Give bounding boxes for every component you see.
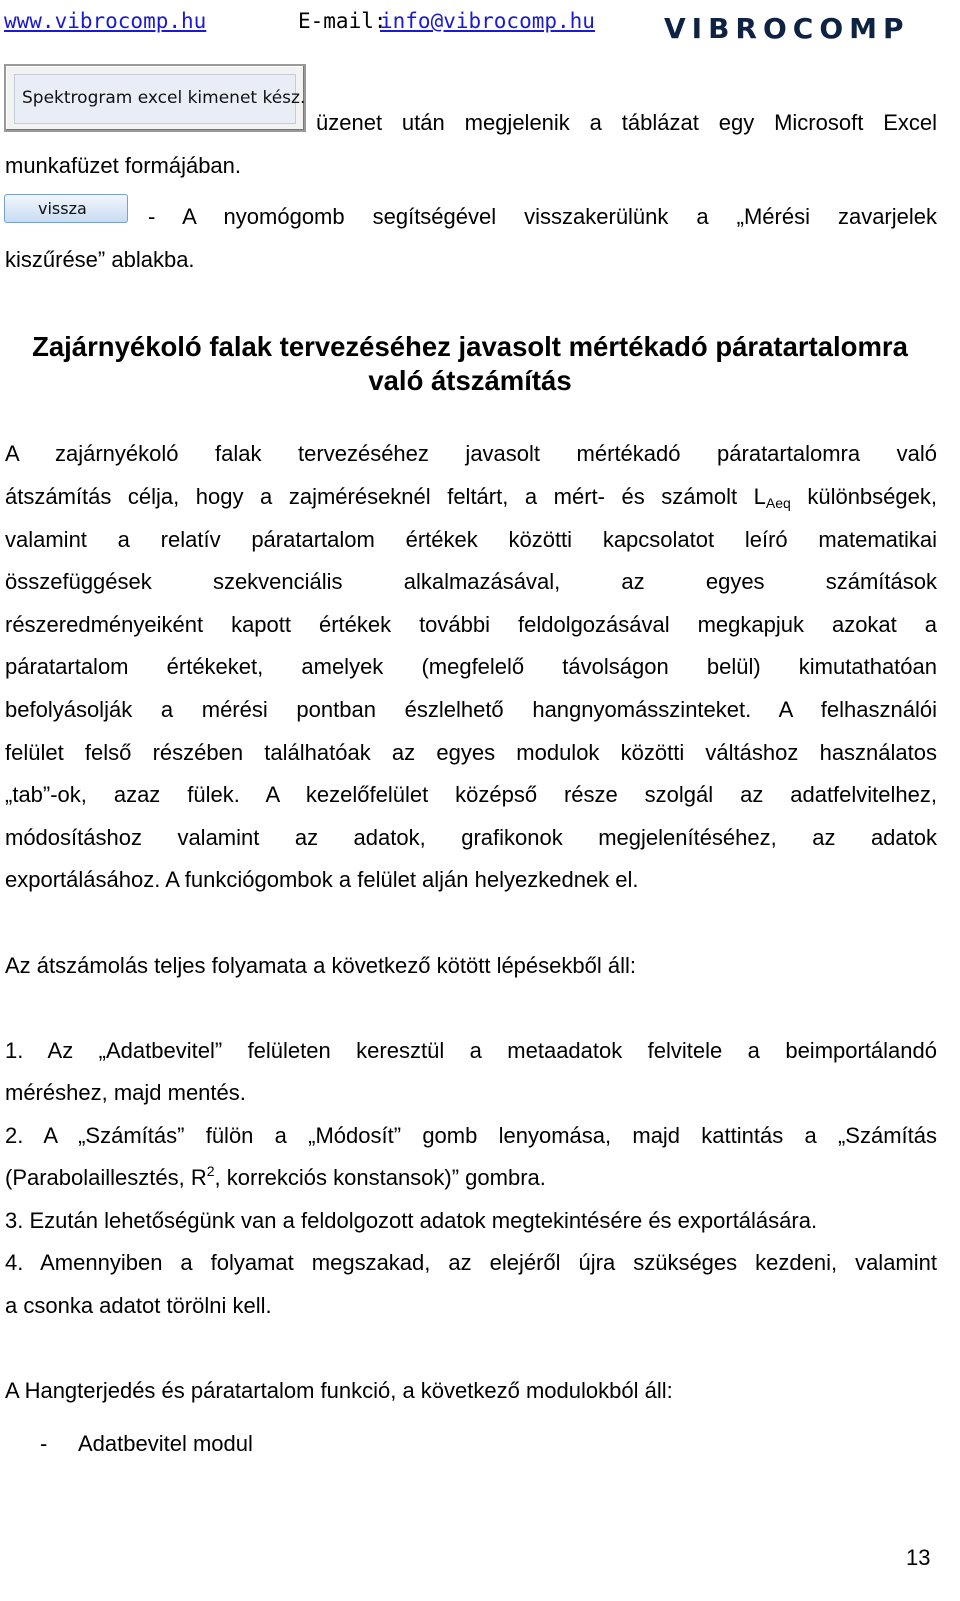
intro-line-3: valamint a relatív páratartalom értékek közötti kapcsolatot leíró matematikai — [5, 527, 937, 552]
section-title-line-1: Zajárnyékoló falak tervezéséhez javasolt mértékadó páratartalomra — [32, 331, 908, 362]
step-2-line-2: (Parabolaillesztés, $R^2$, korrekciós konstansok)” gombra. — [5, 1163, 546, 1190]
intro-line-6: páratartalom értékeket, amelyek (megfelelő távolságon belül) kimutathatóan — [5, 654, 937, 679]
intro-line-1: A zajárnyékoló falak tervezéséhez javasolt mértékadó páratartalomra való — [5, 441, 937, 466]
email-link[interactable]: info@vibrocomp.hu — [380, 9, 595, 33]
step-4-line-1: 4. Amennyiben a folyamat megszakad, az elejéről újra szükséges kezdeni, valamint — [5, 1250, 937, 1275]
step-3: 3. Ezután lehetőségünk van a feldolgozott adatok megtekintésére és exportálására. — [5, 1208, 818, 1233]
message-after-line-1: üzenet után megjelenik a táblázat egy Microsoft Excel — [316, 110, 937, 135]
module-item-adatbevitel: Adatbevitel modul — [78, 1431, 253, 1456]
laeq-subscript: Aeq — [765, 495, 791, 511]
steps-intro: Az átszámolás teljes folyamata a következő kötött lépésekből áll: — [5, 953, 636, 978]
intro-line-7: befolyásolják a mérési pontban észlelhető hangnyomásszinteket. A felhasználói — [5, 697, 937, 722]
intro-line-2: átszámítás célja, hogy a zajméréseknél feltárt, a mért- és számolt $L_{Aeq}$ különbségek, — [5, 484, 937, 511]
intro-line-8: felület felső részében találhatóak az egyes modulok közötti váltáshoz használatos — [5, 740, 937, 765]
intro-line-5: részeredményeiként kapott értékek további feldolgozásával megkapjuk azokat a — [5, 612, 937, 637]
module-item-dash: - — [40, 1431, 48, 1456]
vibrocomp-logo — [664, 12, 934, 45]
intro-line-11: exportálásához. A funkciógombok a felület alján helyezkednek el. — [5, 867, 639, 892]
message-box-text: Spektrogram excel kimenet kész. — [22, 88, 306, 108]
page-number: 13 — [906, 1545, 931, 1570]
step-2-line-1: 2. A „Számítás” fülön a „Módosít” gomb lenyomása, majd kattintás a „Számítás — [5, 1123, 937, 1148]
page-header — [0, 0, 960, 50]
step-1-line-2: méréshez, majd mentés. — [5, 1080, 246, 1105]
section-title-line-2: való átszámítás — [368, 365, 572, 396]
r-squared-superscript: 2 — [206, 1163, 215, 1179]
intro-line-4: összefüggések szekvenciális alkalmazásával, az egyes számítások — [5, 569, 937, 594]
back-text-line-1: - A nyomógomb segítségével visszakerülünk a „Mérési zavarjelek — [148, 204, 937, 229]
email-label: E-mail: — [298, 9, 387, 33]
modules-intro: A Hangterjedés és páratartalom funkció, a következő modulokból áll: — [5, 1378, 673, 1403]
intro-line-10: módosításhoz valamint az adatok, grafikonok megjelenítéséhez, az adatok — [5, 825, 937, 850]
vissza-button-label: vissza — [38, 199, 87, 218]
step-1-line-1: 1. Az „Adatbevitel” felületen keresztül a metaadatok felvitele a beimportálandó — [5, 1038, 937, 1063]
step-4-line-2: a csonka adatot törölni kell. — [5, 1293, 272, 1318]
back-text-line-2: kiszűrése” ablakba. — [5, 247, 195, 272]
logo-text: VIBROCOMP — [664, 12, 910, 45]
website-link[interactable]: www.vibrocomp.hu — [4, 9, 207, 33]
intro-line-9: „tab”-ok, azaz fülek. A kezelőfelület középső része szolgál az adatfelvitelhez, — [5, 782, 937, 807]
message-after-line-2: munkafüzet formájában. — [5, 153, 242, 178]
